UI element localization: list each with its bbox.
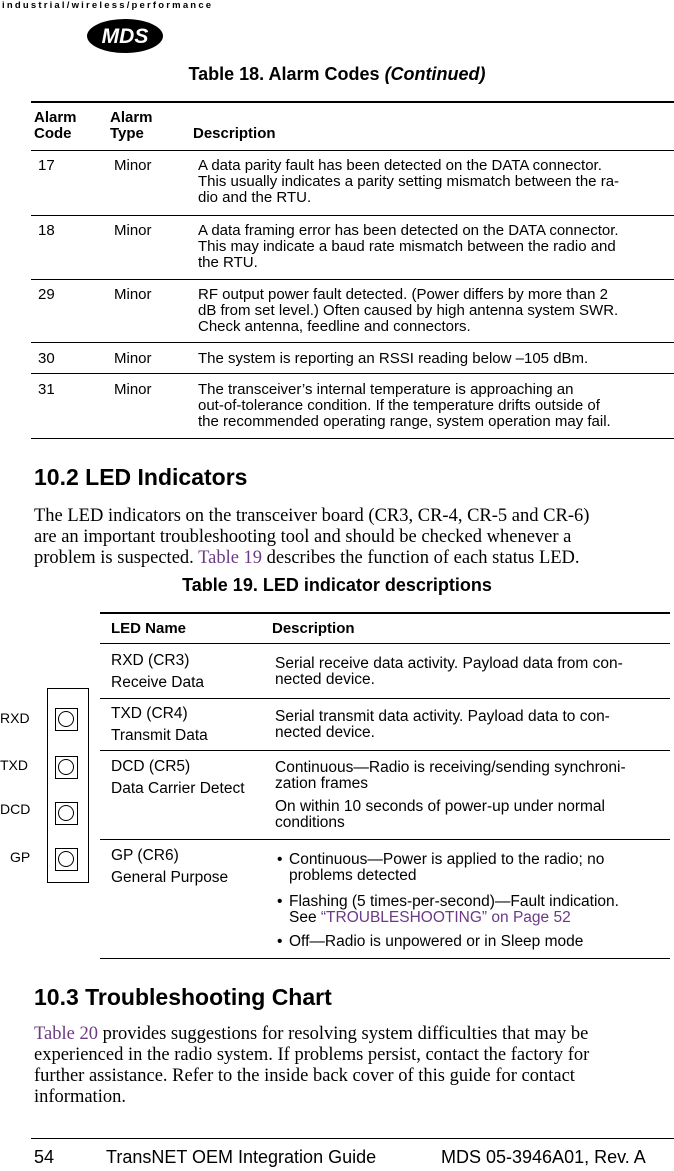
table19-top-rule [100, 612, 670, 614]
logo-text: MDS [101, 25, 149, 48]
led-description: Serial receive data activity. Payload data from con- nected device. [275, 655, 623, 688]
alarm-type: Minor [114, 222, 152, 239]
table18-caption [0, 64, 674, 85]
table18-head-code: Alarm Code [34, 109, 77, 142]
table19-head-rule [100, 643, 670, 644]
led-name: GP (CR6) General Purpose [111, 847, 229, 886]
table18-row-rule [31, 279, 674, 280]
panel-label-rxd: RXD [0, 710, 30, 726]
alarm-description: The system is reporting an RSSI reading below –105 dBm. [198, 350, 589, 367]
alarm-type: Minor [114, 381, 152, 398]
table19-bottom-rule [100, 958, 670, 959]
panel-label-dcd: DCD [0, 801, 31, 817]
footer-rule [31, 1138, 674, 1139]
list-item: • Off—Radio is unpowered or in Sleep mode [277, 933, 584, 950]
led-name: DCD (CR5) Data Carrier Detect [111, 758, 245, 797]
page-number: 54 [34, 1147, 55, 1167]
table19-link[interactable]: Table 19 [198, 548, 263, 568]
table18-row-rule [31, 342, 674, 343]
alarm-code: 31 [38, 381, 55, 398]
alarm-type: Minor [114, 157, 152, 174]
table19-row-rule [100, 839, 670, 840]
section-heading-led-indicators: 10.2 LED Indicators [34, 464, 248, 490]
panel-label-gp: GP [10, 849, 31, 865]
table18-row-rule [31, 373, 674, 374]
table18-head-desc: Description [193, 125, 276, 142]
led-description: Continuous—Radio is receiving/sending synchroni- zation frames [275, 759, 626, 792]
mds-logo [86, 18, 164, 54]
alarm-type: Minor [114, 350, 152, 367]
led-description: Serial transmit data activity. Payload data to con- nected device. [275, 708, 610, 741]
alarm-code: 30 [38, 350, 55, 367]
dcd-led-icon [55, 802, 78, 825]
section-heading-troubleshooting-chart: 10.3 Troubleshooting Chart [34, 984, 332, 1010]
alarm-description: RF output power fault detected. (Power differs by more than 2 dB from set level.) Often caused by high antenna system SWR. Check antenna, feedline and connectors. [198, 286, 619, 335]
rxd-led-icon [55, 708, 78, 731]
brand-tagline: industrial/wireless/performance [2, 0, 214, 11]
document-number: MDS 05-3946A01, Rev. A [441, 1147, 646, 1167]
alarm-description: A data parity fault has been detected on the DATA connector. This usually indicates a parity setting mismatch between the ra- dio and the RTU. [198, 157, 620, 206]
led-intro-paragraph: The LED indicators on the transceiver board (CR3, CR-4, CR-5 and CR-6) are an important troubleshooting tool and should be checked whenever a problem is suspected. Table 19 describes the function of each status LED. [34, 506, 590, 568]
txd-led-icon [55, 756, 78, 779]
alarm-description: The transceiver’s internal temperature is approaching an out-of-tolerance condition. If the temperature drifts outside of the recommended operating range, system operation may fail. [198, 381, 611, 430]
guide-title: TransNET OEM Integration Guide [106, 1147, 377, 1167]
panel-label-txd: TXD [0, 757, 28, 773]
table18-top-rule [31, 101, 674, 103]
table19-row-rule [100, 698, 670, 699]
table18-bottom-rule [31, 438, 674, 439]
table18-head-type: Alarm Type [110, 109, 153, 142]
alarm-type: Minor [114, 286, 152, 303]
led-description-secondary: On within 10 seconds of power-up under normal conditions [275, 798, 605, 831]
alarm-code: 17 [38, 157, 55, 174]
gp-led-icon [55, 848, 78, 871]
table19-caption: Table 19. LED indicator descriptions [182, 575, 492, 595]
list-item: • Flashing (5 times-per-second)—Fault indication. See “TROUBLESHOOTING” on Page 52 [277, 893, 619, 926]
table18-row-rule [31, 215, 674, 216]
troubleshooting-intro-paragraph: Table 20 provides suggestions for resolving system difficulties that may be experienced in the radio system. If problems persist, contact the factory for further assistance. Refer to the inside back cover of this guide for contact information. [34, 1024, 590, 1107]
list-item: • Continuous—Power is applied to the radio; no problems detected [277, 851, 605, 884]
alarm-description: A data framing error has been detected on the DATA connector. This may indicate a baud rate mismatch between the radio and the RTU. [198, 222, 619, 271]
table18-caption-title: Table 18. Alarm Codes [188, 64, 380, 84]
led-name: RXD (CR3) Receive Data [111, 652, 205, 691]
led-name: TXD (CR4) Transmit Data [111, 705, 208, 744]
table19-head-desc: Description [272, 620, 355, 637]
table20-link[interactable]: Table 20 [34, 1024, 98, 1044]
troubleshooting-link[interactable]: “TROUBLESHOOTING” on Page 52 [320, 909, 571, 926]
alarm-code: 18 [38, 222, 55, 239]
table19-row-rule [100, 750, 670, 751]
table18-head-rule [31, 150, 674, 151]
table19-head-name: LED Name [111, 620, 187, 637]
alarm-code: 29 [38, 286, 55, 303]
table18-caption-cont: (Continued) [384, 64, 486, 84]
